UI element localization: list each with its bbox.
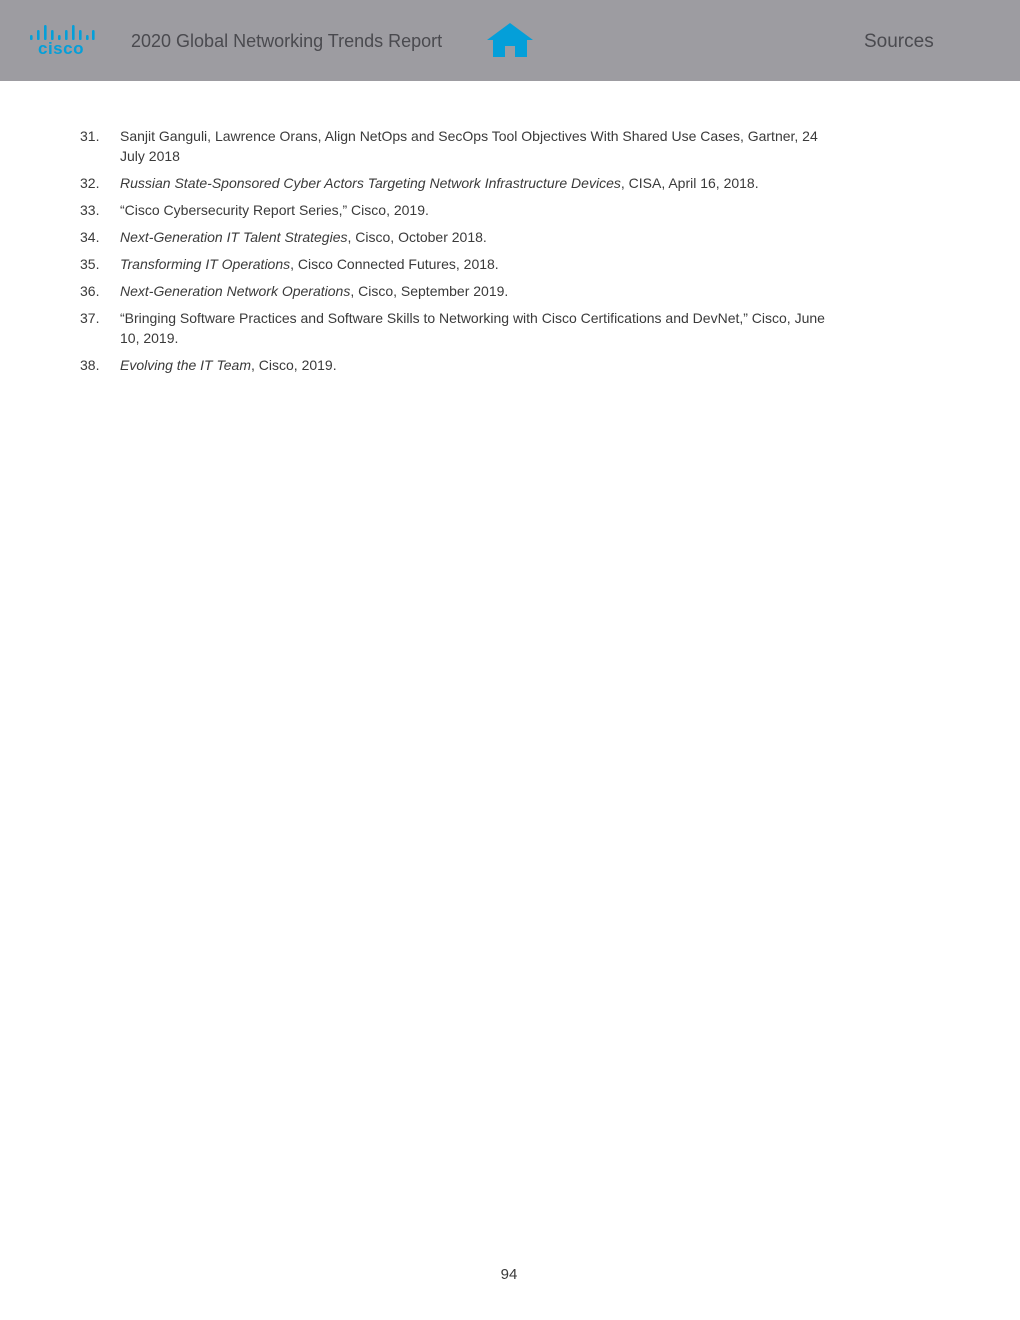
reference-title: Next-Generation Network Operations [120,283,351,299]
reference-text [120,283,508,299]
page-header [0,0,1020,81]
reference-item [0,200,830,220]
reference-item [0,355,830,375]
home-icon[interactable] [485,22,535,58]
report-title: 2020 Global Networking Trends Report [131,31,443,51]
reference-number: 38. [80,357,100,373]
reference-text [120,128,818,164]
reference-detail: , CISA, April 16, 2018. [620,175,759,191]
reference-title: Evolving the IT Team [120,357,251,373]
cisco-logo [30,25,96,59]
reference-text [120,202,429,218]
reference-detail: , Cisco, October 2018. [347,229,487,245]
section-label: Sources [864,31,934,52]
reference-text [120,229,487,245]
reference-number: 31. [80,128,100,144]
reference-text [120,310,825,346]
reference-text [120,256,499,272]
reference-detail: “Cisco Cybersecurity Report Series,” Cisco, 2019. [120,202,429,218]
reference-detail: Sanjit Ganguli, Lawrence Orans, Align NetOps and SecOps Tool Objectives With Shared Use Cases, Gartner, 24 July 2018 [120,128,818,164]
page-number: 94 [500,1266,518,1283]
reference-number: 37. [80,310,100,326]
reference-detail: , Cisco, 2019. [251,357,337,373]
cisco-wordmark: cisco [38,39,84,58]
reference-number: 34. [80,229,100,245]
reference-item [0,126,830,166]
reference-text [120,175,759,191]
reference-detail: , Cisco Connected Futures, 2018. [290,256,499,272]
reference-number: 36. [80,283,100,299]
references-list [0,126,830,382]
reference-item [0,254,830,274]
reference-number: 32. [80,175,100,191]
reference-title: Next-Generation IT Talent Strategies [120,229,348,245]
reference-item [0,308,830,348]
reference-item [0,173,830,193]
reference-number: 33. [80,202,100,218]
reference-title: Transforming IT Operations [120,256,291,272]
reference-detail: “Bringing Software Practices and Software Skills to Networking with Cisco Certifications and DevNet,” Cisco, June 10, 2019. [120,310,825,346]
reference-item [0,227,830,247]
reference-item [0,281,830,301]
reference-number: 35. [80,256,100,272]
reference-title: Russian State-Sponsored Cyber Actors Targeting Network Infrastructure Devices [120,175,621,191]
reference-detail: , Cisco, September 2019. [350,283,509,299]
reference-text [120,357,337,373]
